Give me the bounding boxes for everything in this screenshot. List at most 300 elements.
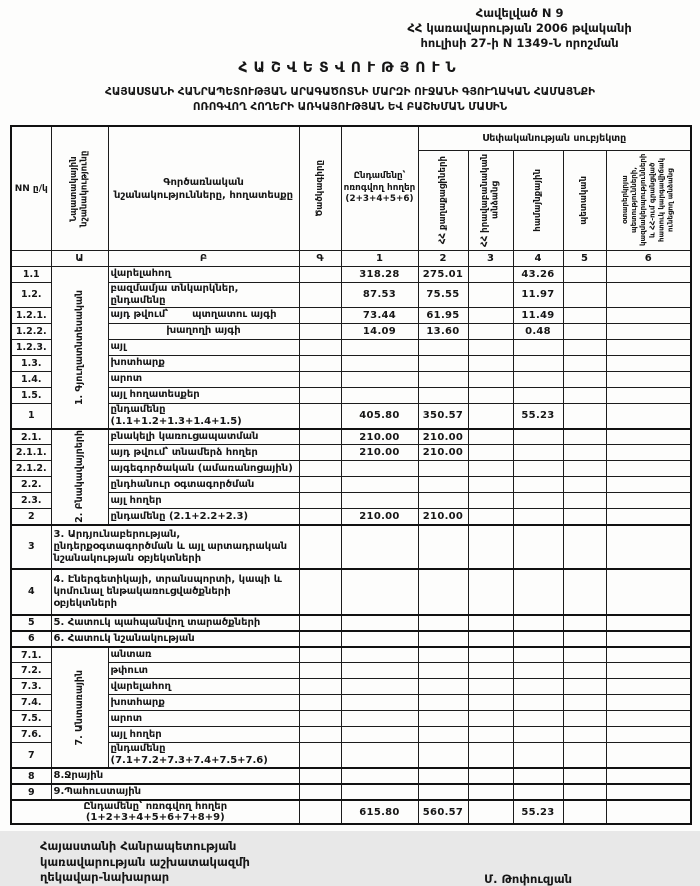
value-cell-col5 — [563, 695, 606, 711]
value-cell-col3 — [468, 695, 513, 711]
value-cell-col1: 210.00 — [341, 445, 418, 461]
row-label: այլ հողեր — [108, 727, 299, 743]
row-label: վարելահող — [108, 679, 299, 695]
value-cell-col4: 43.26 — [513, 266, 563, 282]
value-cell-col2 — [418, 339, 468, 355]
code-cell — [299, 266, 341, 282]
column-letter-0 — [11, 250, 51, 266]
section-cell — [51, 647, 108, 769]
value-cell-col1 — [341, 371, 418, 387]
value-cell-col4: 11.97 — [513, 282, 563, 307]
value-cell-col1: 73.44 — [341, 307, 418, 323]
table-row — [11, 282, 691, 307]
row-label-prefix: այդ թվում՝ — [110, 309, 169, 321]
value-cell-col5 — [563, 615, 606, 631]
value-cell-col4 — [513, 525, 563, 569]
value-cell-col5 — [563, 307, 606, 323]
value-cell-col6 — [606, 429, 691, 445]
value-cell-col3 — [468, 339, 513, 355]
row-label: խոտհարք — [108, 355, 299, 371]
row-number-cell: 8 — [11, 768, 51, 784]
value-cell-col3 — [468, 307, 513, 323]
value-cell-col6 — [606, 569, 691, 615]
value-cell-col2 — [418, 525, 468, 569]
value-cell-col6 — [606, 307, 691, 323]
value-cell-col6 — [606, 387, 691, 403]
value-cell-col6 — [606, 647, 691, 663]
row-number-cell: 1.1 — [11, 266, 51, 282]
row-number-cell: 2.1.2. — [11, 461, 51, 477]
value-cell-col4 — [513, 387, 563, 403]
value-cell-col4 — [513, 445, 563, 461]
table-row — [11, 307, 691, 323]
report-table — [10, 125, 692, 825]
row-label: բազմամյա տնկարկներ, ընդամենը — [108, 282, 299, 307]
value-cell-col6 — [606, 323, 691, 339]
value-cell-col2 — [418, 387, 468, 403]
value-cell-col2 — [418, 768, 468, 784]
col-header-code — [299, 126, 341, 250]
code-cell — [299, 727, 341, 743]
code-cell — [299, 631, 341, 647]
value-cell-col6 — [606, 768, 691, 784]
value-cell-col2: 75.55 — [418, 282, 468, 307]
value-cell-col5 — [563, 403, 606, 429]
value-cell-col2: 210.00 — [418, 509, 468, 525]
code-cell — [299, 663, 341, 679]
value-cell-col4 — [513, 727, 563, 743]
code-cell — [299, 525, 341, 569]
value-cell-col5 — [563, 477, 606, 493]
subtitle-line-1: ՀԱՅԱՍՏԱՆԻ ՀԱՆՐԱՊԵՏՈՒԹՅԱՆ ԱՐԱԳԱԾՈՏՆԻ ՄԱՐԶԻ ՈՒՋԱՆԻ ԳՅՈՒՂԱԿԱՆ ՀԱՄԱՅՆՔԻ — [105, 85, 595, 98]
col-header-code-text: Ծածկագիրը — [314, 160, 325, 217]
row-number-cell: 7.1. — [11, 647, 51, 663]
column-letter-3: Գ — [299, 250, 341, 266]
table-row — [11, 403, 691, 429]
col-header-state — [563, 150, 606, 250]
code-cell — [299, 800, 341, 824]
table-row — [11, 339, 691, 355]
table-row — [11, 525, 691, 569]
value-cell-col2 — [418, 679, 468, 695]
row-label: 4. Էներգետիկայի, տրանսպորտի, կապի և կոմունալ ենթակառուցվածքների օբյեկտների — [51, 569, 299, 615]
code-cell — [299, 445, 341, 461]
code-cell — [299, 647, 341, 663]
value-cell-col4 — [513, 371, 563, 387]
value-cell-col5 — [563, 800, 606, 824]
value-cell-col1 — [341, 631, 418, 647]
row-label: այգեգործական (ամառանոցային) — [108, 461, 299, 477]
appendix-line-3: հուլիսի 27-ի N 1349-Ն որոշման — [420, 35, 619, 50]
value-cell-col6 — [606, 615, 691, 631]
value-cell-col1: 210.00 — [341, 509, 418, 525]
value-cell-col6 — [606, 339, 691, 355]
value-cell-col1 — [341, 525, 418, 569]
value-cell-col4 — [513, 461, 563, 477]
signatory-title — [40, 839, 250, 886]
value-cell-col5 — [563, 647, 606, 663]
value-cell-col6 — [606, 679, 691, 695]
row-label: ընդամենը (1.1+1.2+1.3+1.4+1.5) — [108, 403, 299, 429]
row-number-cell: 6 — [11, 631, 51, 647]
table-row — [11, 727, 691, 743]
row-number-cell: 4 — [11, 569, 51, 615]
row-label: խաղողի այգի — [108, 323, 299, 339]
table-row — [11, 323, 691, 339]
appendix-line-2: ՀՀ կառավարության 2006 թվականի — [407, 20, 632, 35]
value-cell-col1 — [341, 743, 418, 769]
value-cell-col3 — [468, 727, 513, 743]
table-row — [11, 695, 691, 711]
value-cell-col4: 0.48 — [513, 323, 563, 339]
code-cell — [299, 429, 341, 445]
value-cell-col4 — [513, 493, 563, 509]
value-cell-col2: 210.00 — [418, 445, 468, 461]
grand-total-label: Ընդամենը՝ ոռոգվող հողեր (1+2+3+4+5+6+7+8+9) — [11, 800, 299, 824]
value-cell-col5 — [563, 679, 606, 695]
value-cell-col5 — [563, 371, 606, 387]
row-number-cell: 2.1. — [11, 429, 51, 445]
value-cell-col4 — [513, 569, 563, 615]
value-cell-col4 — [513, 647, 563, 663]
value-cell-col3 — [468, 509, 513, 525]
col-header-ra-citizens — [418, 150, 468, 250]
col-header-total-irrigated: Ընդամենը՝ ոռոգվող հողեր (2+3+4+5+6) — [341, 126, 418, 250]
value-cell-col1 — [341, 615, 418, 631]
value-cell-col6 — [606, 403, 691, 429]
signatory-line-3: ղեկավար-նախարար — [40, 870, 170, 885]
code-cell — [299, 493, 341, 509]
col-header-foreign — [606, 150, 691, 250]
value-cell-col4 — [513, 509, 563, 525]
value-cell-col3 — [468, 445, 513, 461]
table-row — [11, 429, 691, 445]
value-cell-col4 — [513, 663, 563, 679]
code-cell — [299, 711, 341, 727]
signature-block — [10, 825, 690, 886]
appendix-block — [363, 6, 676, 51]
row-number-cell: 1 — [11, 403, 51, 429]
value-cell-col2 — [418, 371, 468, 387]
value-cell-col4 — [513, 355, 563, 371]
value-cell-col4 — [513, 711, 563, 727]
value-cell-col1 — [341, 679, 418, 695]
code-cell — [299, 695, 341, 711]
value-cell-col5 — [563, 323, 606, 339]
value-cell-col3 — [468, 387, 513, 403]
value-cell-col3 — [468, 663, 513, 679]
value-cell-col5 — [563, 282, 606, 307]
table-row — [11, 461, 691, 477]
value-cell-col3 — [468, 525, 513, 569]
value-cell-col5 — [563, 387, 606, 403]
value-cell-col3 — [468, 493, 513, 509]
row-number-cell: 2.3. — [11, 493, 51, 509]
column-letter-2: Բ — [108, 250, 299, 266]
table-row — [11, 569, 691, 615]
value-cell-col1: 615.80 — [341, 800, 418, 824]
row-number-cell: 1.4. — [11, 371, 51, 387]
table-row — [11, 387, 691, 403]
value-cell-col2 — [418, 615, 468, 631]
row-label: 6. Հատուկ նշանակության — [51, 631, 299, 647]
value-cell-col5 — [563, 493, 606, 509]
row-label: արոտ — [108, 711, 299, 727]
code-cell — [299, 615, 341, 631]
value-cell-col1 — [341, 647, 418, 663]
appendix-line-1: Հավելված N 9 — [475, 6, 564, 20]
value-cell-col6 — [606, 525, 691, 569]
value-cell-col4: 11.49 — [513, 307, 563, 323]
col-header-communal-text: համայնքային — [532, 168, 543, 232]
row-number-cell: 1.2.2. — [11, 323, 51, 339]
column-letter-row — [11, 250, 691, 266]
row-number-cell: 7.5. — [11, 711, 51, 727]
row-number-cell: 7.3. — [11, 679, 51, 695]
value-cell-col3 — [468, 768, 513, 784]
signatory-line-2: կառավարության աշխատակազմի — [40, 854, 250, 869]
value-cell-col5 — [563, 663, 606, 679]
code-cell — [299, 339, 341, 355]
value-cell-col1: 210.00 — [341, 429, 418, 445]
row-number-cell: 1.5. — [11, 387, 51, 403]
value-cell-col6 — [606, 711, 691, 727]
value-cell-col5 — [563, 784, 606, 800]
value-cell-col4 — [513, 429, 563, 445]
value-cell-col1 — [341, 727, 418, 743]
column-letter-4: 1 — [341, 250, 418, 266]
value-cell-col6 — [606, 266, 691, 282]
col-header-communal — [513, 150, 563, 250]
row-label: այդ թվում՝ տնամերձ հողեր — [108, 445, 299, 461]
value-cell-col5 — [563, 768, 606, 784]
row-label: ընդամենը (2.1+2.2+2.3) — [108, 509, 299, 525]
row-label: 3. Արդյունաբերության, ընդերքօգտագործման և այլ արտադրական նշանակության օբյեկտների — [51, 525, 299, 569]
value-cell-col2 — [418, 493, 468, 509]
row-number-cell: 2.1.1. — [11, 445, 51, 461]
row-label: ընդհանուր օգտագործման — [108, 477, 299, 493]
value-cell-col2 — [418, 695, 468, 711]
table-row — [11, 477, 691, 493]
value-cell-col5 — [563, 339, 606, 355]
value-cell-col3 — [468, 429, 513, 445]
value-cell-col1: 405.80 — [341, 403, 418, 429]
value-cell-col1 — [341, 461, 418, 477]
value-cell-col2: 210.00 — [418, 429, 468, 445]
col-header-target-text: Նպատակային նշանակությունը — [68, 150, 90, 227]
table-row — [11, 355, 691, 371]
page-subtitle — [10, 85, 690, 115]
value-cell-col3 — [468, 477, 513, 493]
value-cell-col3 — [468, 323, 513, 339]
table-row — [11, 800, 691, 824]
row-number-cell: 3 — [11, 525, 51, 569]
value-cell-col6 — [606, 509, 691, 525]
value-cell-col3 — [468, 282, 513, 307]
row-number-cell: 1.3. — [11, 355, 51, 371]
value-cell-col3 — [468, 631, 513, 647]
value-cell-col3 — [468, 647, 513, 663]
row-number-cell: 7.6. — [11, 727, 51, 743]
code-cell — [299, 371, 341, 387]
row-label: այլ — [108, 339, 299, 355]
table-row — [11, 663, 691, 679]
value-cell-col3 — [468, 371, 513, 387]
row-number-cell: 9 — [11, 784, 51, 800]
row-label: խոտհարք — [108, 695, 299, 711]
row-label — [108, 307, 299, 323]
col-header-state-text: պետական — [579, 175, 590, 225]
row-number-cell: 5 — [11, 615, 51, 631]
table-row — [11, 784, 691, 800]
value-cell-col6 — [606, 800, 691, 824]
value-cell-col3 — [468, 615, 513, 631]
value-cell-col6 — [606, 477, 691, 493]
value-cell-col2 — [418, 727, 468, 743]
code-cell — [299, 569, 341, 615]
section-label: 1. Գյուղատնտեսական — [73, 289, 85, 405]
column-letter-7: 4 — [513, 250, 563, 266]
table-row — [11, 631, 691, 647]
table-row — [11, 371, 691, 387]
value-cell-col6 — [606, 663, 691, 679]
value-cell-col4: 55.23 — [513, 800, 563, 824]
row-number-cell: 7.2. — [11, 663, 51, 679]
value-cell-col6 — [606, 355, 691, 371]
table-row — [11, 743, 691, 769]
value-cell-col1 — [341, 695, 418, 711]
value-cell-col3 — [468, 569, 513, 615]
value-cell-col4 — [513, 695, 563, 711]
col-header-foreign-text: օտարերկրյա պետությունների, կազմակերպությունների և ՀՀ-ում գրանցված հատուկ կարգավիճակ ունեցող անձանց — [621, 154, 675, 247]
value-cell-col2: 61.95 — [418, 307, 468, 323]
row-label: 9.Պահուստային — [51, 784, 299, 800]
table-row — [11, 493, 691, 509]
value-cell-col2 — [418, 569, 468, 615]
code-cell — [299, 768, 341, 784]
table-row — [11, 647, 691, 663]
value-cell-col5 — [563, 461, 606, 477]
value-cell-col3 — [468, 403, 513, 429]
value-cell-col5 — [563, 445, 606, 461]
code-cell — [299, 387, 341, 403]
value-cell-col2: 560.57 — [418, 800, 468, 824]
value-cell-col5 — [563, 525, 606, 569]
value-cell-col6 — [606, 445, 691, 461]
value-cell-col4 — [513, 615, 563, 631]
value-cell-col5 — [563, 743, 606, 769]
code-cell — [299, 355, 341, 371]
value-cell-col6 — [606, 461, 691, 477]
row-label-main: պտղատու այգի — [192, 309, 277, 321]
table-row — [11, 711, 691, 727]
value-cell-col1 — [341, 477, 418, 493]
column-letter-9: 6 — [606, 250, 691, 266]
value-cell-col1 — [341, 569, 418, 615]
value-cell-col4 — [513, 631, 563, 647]
value-cell-col2: 350.57 — [418, 403, 468, 429]
row-label: ընդամենը (7.1+7.2+7.3+7.4+7.5+7.6) — [108, 743, 299, 769]
row-label: թփուտ — [108, 663, 299, 679]
table-row — [11, 679, 691, 695]
value-cell-col5 — [563, 429, 606, 445]
value-cell-col2 — [418, 711, 468, 727]
row-label: 8.Ջրային — [51, 768, 299, 784]
value-cell-col6 — [606, 282, 691, 307]
value-cell-col4 — [513, 784, 563, 800]
row-label: բնակելի կառուցապատման — [108, 429, 299, 445]
value-cell-col3 — [468, 266, 513, 282]
col-header-ra-citizens-text: ՀՀ քաղաքացիների — [437, 156, 448, 245]
row-label: այլ հողատեսքեր — [108, 387, 299, 403]
value-cell-col1 — [341, 768, 418, 784]
value-cell-col4: 55.23 — [513, 403, 563, 429]
row-number-cell: 7 — [11, 743, 51, 769]
code-cell — [299, 461, 341, 477]
value-cell-col6 — [606, 631, 691, 647]
value-cell-col5 — [563, 631, 606, 647]
value-cell-col3 — [468, 800, 513, 824]
value-cell-col1 — [341, 387, 418, 403]
value-cell-col4 — [513, 339, 563, 355]
column-letter-1: Ա — [51, 250, 108, 266]
value-cell-col1 — [341, 711, 418, 727]
value-cell-col2: 275.01 — [418, 266, 468, 282]
value-cell-col6 — [606, 784, 691, 800]
value-cell-col2: 13.60 — [418, 323, 468, 339]
value-cell-col3 — [468, 679, 513, 695]
code-cell — [299, 509, 341, 525]
value-cell-col6 — [606, 743, 691, 769]
value-cell-col1 — [341, 784, 418, 800]
value-cell-col5 — [563, 569, 606, 615]
value-cell-col4 — [513, 477, 563, 493]
value-cell-col2 — [418, 477, 468, 493]
code-cell — [299, 403, 341, 429]
value-cell-col3 — [468, 355, 513, 371]
column-letter-8: 5 — [563, 250, 606, 266]
column-letter-5: 2 — [418, 250, 468, 266]
row-number-cell: 2 — [11, 509, 51, 525]
code-cell — [299, 679, 341, 695]
value-cell-col1: 87.53 — [341, 282, 418, 307]
row-number-cell: 2.2. — [11, 477, 51, 493]
table-row — [11, 615, 691, 631]
table-row — [11, 509, 691, 525]
col-header-ra-legal-entities — [468, 150, 513, 250]
row-number-cell: 1.2.3. — [11, 339, 51, 355]
value-cell-col2 — [418, 663, 468, 679]
value-cell-col2 — [418, 461, 468, 477]
value-cell-col5 — [563, 727, 606, 743]
value-cell-col1 — [341, 355, 418, 371]
signatory-name: Մ. Թոփուզյան — [484, 871, 572, 886]
col-header-functional-designation: Գործառնական նշանակությունները, հողատեսքը — [108, 126, 299, 250]
value-cell-col1: 318.28 — [341, 266, 418, 282]
value-cell-col6 — [606, 371, 691, 387]
col-header-nn: NN ը/կ — [11, 126, 51, 250]
row-label: արոտ — [108, 371, 299, 387]
section-cell — [51, 429, 108, 525]
code-cell — [299, 477, 341, 493]
row-number-cell: 7.4. — [11, 695, 51, 711]
value-cell-col5 — [563, 266, 606, 282]
col-header-target-designation — [51, 126, 108, 250]
value-cell-col6 — [606, 493, 691, 509]
table-row — [11, 445, 691, 461]
code-cell — [299, 784, 341, 800]
value-cell-col2 — [418, 784, 468, 800]
